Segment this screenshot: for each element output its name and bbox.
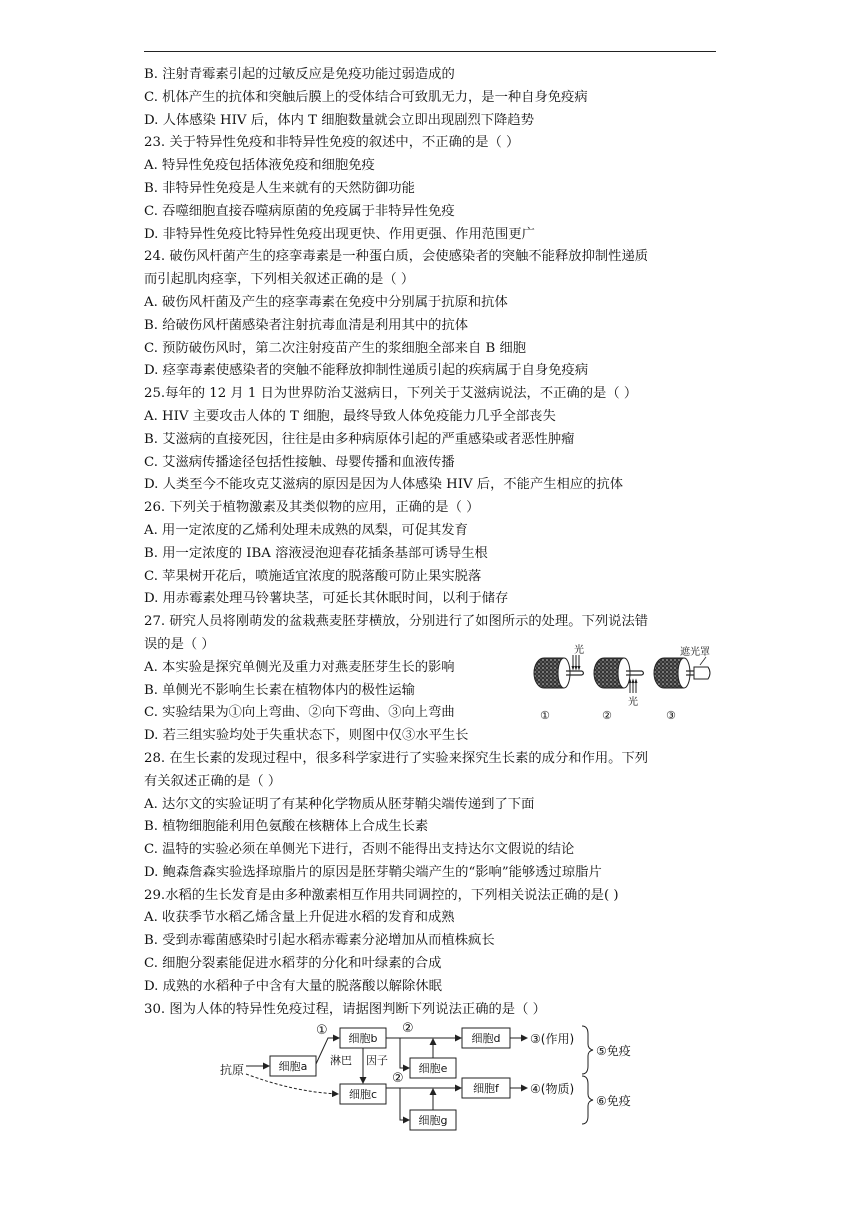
text-line: B. 艾滋病的直接死因，往往是由多种病原体引起的严重感染或者恶性肿瘤 bbox=[144, 431, 575, 447]
text-line: 30. 图为人体的特异性免疫过程，请据图判断下列说法正确的是（ ） bbox=[144, 1001, 546, 1017]
light-label-2: 光 bbox=[628, 697, 638, 708]
text-line: D. 鲍森詹森实验选择琼脂片的原因是胚芽鞘尖端产生的“影响”能够透过琼脂片 bbox=[144, 864, 602, 880]
text-line: C. 机体产生的抗体和突触后膜上的受体结合可致肌无力，是一种自身免疫病 bbox=[144, 89, 588, 105]
immunity-6-label: ⑥免疫 bbox=[596, 1094, 631, 1108]
text-line: C. 艾滋病传播途径包括性接触、母婴传播和血液传播 bbox=[144, 454, 455, 470]
text-line: D. 若三组实验均处于失重状态下，则图中仅③水平生长 bbox=[144, 728, 469, 744]
text-line: C. 实验结果为①向上弯曲、②向下弯曲、③向上弯曲 bbox=[144, 705, 455, 721]
text-line: D. 痉挛毒素使感染者的突触不能释放抑制性递质引起的疾病属于自身免疫病 bbox=[144, 363, 589, 379]
cell-g-label: 细胞g bbox=[418, 1114, 448, 1127]
text-line: 25.每年的 12 月 1 日为世界防治艾滋病日，下列关于艾滋病说法，不正确的是（ ） bbox=[144, 386, 638, 402]
text-line: 27. 研究人员将刚萌发的盆栽燕麦胚芽横放，分别进行了如图所示的处理。下列说法错 bbox=[144, 614, 649, 630]
light-label-1: 光 bbox=[574, 645, 584, 656]
cell-e-label: 细胞e bbox=[418, 1062, 448, 1075]
cover-label: 遮光罩 bbox=[680, 647, 710, 658]
step-2-bottom-label: ② bbox=[392, 1071, 404, 1086]
text-line: 有关叙述正确的是（ ） bbox=[144, 773, 282, 789]
text-line: B. 注射青霉素引起的过敏反应是免疫功能过弱造成的 bbox=[144, 67, 455, 82]
text-line: A. 用一定浓度的乙烯利处理未成熟的凤梨，可促其发育 bbox=[144, 522, 468, 538]
oat-seedling-figure bbox=[530, 643, 730, 725]
text-line: B. 单侧光不影响生长素在植物体内的极性运输 bbox=[144, 682, 415, 698]
text-line: D. 用赤霉素处理马铃薯块茎，可延长其休眠时间，以利于储存 bbox=[144, 591, 509, 607]
text-line: 24. 破伤风杆菌产生的痉挛毒素是一种蛋白质，会使感染者的突触不能释放抑制性递质 bbox=[144, 249, 649, 265]
light-arrows-1 bbox=[572, 655, 580, 669]
text-line: D. 成熟的水稻种子中含有大量的脱落酸以解除休眠 bbox=[144, 978, 442, 994]
text-line: B. 植物细胞能利用色氨酸在核糖体上合成生长素 bbox=[144, 819, 429, 835]
immunity-5-label: ⑤免疫 bbox=[596, 1044, 631, 1058]
text-line: 26. 下列关于植物激素及其类似物的应用，正确的是（ ） bbox=[144, 500, 480, 516]
text-line: A. 破伤风杆菌及产生的痉挛毒素在免疫中分别属于抗原和抗体 bbox=[144, 294, 508, 310]
text-line: D. 人类至今不能攻克艾滋病的原因是因为人体感染 HIV 后，不能产生相应的抗体 bbox=[144, 477, 624, 493]
cell-a-label: 细胞a bbox=[278, 1060, 308, 1073]
text-line: A. 特异性免疫包括体液免疫和细胞免疫 bbox=[144, 158, 375, 174]
text-line: A. 达尔文的实验证明了有某种化学物质从胚芽鞘尖端传递到了下面 bbox=[144, 796, 535, 812]
effect-3-label: ③(作用) bbox=[530, 1032, 575, 1046]
question-text bbox=[144, 64, 724, 1021]
light-arrows-2 bbox=[629, 680, 637, 693]
text-line: B. 非特异性免疫是人生来就有的天然防御功能 bbox=[144, 180, 415, 196]
antigen-label: 抗原 bbox=[220, 1063, 245, 1077]
text-line: A. 本实验是探究单侧光及重力对燕麦胚芽生长的影响 bbox=[144, 659, 455, 675]
text-line: 误的是（ ） bbox=[144, 636, 215, 652]
text-line: C. 细胞分裂素能促进水稻芽的分化和叶绿素的合成 bbox=[144, 956, 442, 972]
text-line: D. 人体感染 HIV 后，体内 T 细胞数量就会立即出现剧烈下降趋势 bbox=[144, 112, 534, 128]
cell-b-label: 细胞b bbox=[348, 1032, 378, 1045]
text-line: B. 给破伤风杆菌感染者注射抗毒血清是利用其中的抗体 bbox=[144, 317, 469, 333]
immunity-flow-diagram bbox=[214, 1018, 654, 1140]
text-line: C. 预防破伤风时，第二次注射疫苗产生的浆细胞全部来自 B 细胞 bbox=[144, 340, 527, 356]
text-line: B. 用一定浓度的 IBA 溶液浸泡迎春花插条基部可诱导生根 bbox=[144, 545, 488, 561]
text-line: A. HIV 主要攻击人体的 T 细胞，最终导致人体免疫能力几乎全部丧失 bbox=[144, 408, 556, 424]
cell-d-label: 细胞d bbox=[471, 1032, 501, 1045]
step-2-top-label: ② bbox=[402, 1021, 414, 1036]
text-line: C. 温特的实验必须在单侧光下进行，否则不能得出支持达尔文假说的结论 bbox=[144, 842, 575, 858]
text-line: 29.水稻的生长发育是由多种激素相互作用共同调控的，下列相关说法正确的是( ) bbox=[144, 887, 619, 903]
pot-number-1: ① bbox=[540, 709, 550, 722]
factor-label: 因子 bbox=[366, 1054, 388, 1067]
cell-f-label: 细胞f bbox=[473, 1082, 499, 1095]
pot-3 bbox=[654, 657, 710, 688]
text-line: D. 非特异性免疫比特异性免疫出现更快、作用更强、作用范围更广 bbox=[144, 226, 535, 242]
substance-4-label: ④(物质) bbox=[530, 1082, 575, 1096]
step-1-label: ① bbox=[316, 1023, 328, 1038]
text-line: 而引起肌肉痉挛，下列相关叙述正确的是（ ） bbox=[144, 272, 415, 288]
text-line: C. 苹果树开花后，喷施适宜浓度的脱落酸可防止果实脱落 bbox=[144, 568, 482, 584]
cell-c-label: 细胞c bbox=[348, 1088, 378, 1101]
lymph-label: 淋巴 bbox=[330, 1054, 352, 1067]
pot-number-2: ② bbox=[602, 709, 612, 722]
header-rule bbox=[144, 51, 716, 52]
brace-top bbox=[582, 1026, 593, 1074]
text-line: 23. 关于特异性免疫和非特异性免疫的叙述中，不正确的是（ ） bbox=[144, 135, 520, 151]
text-line: B. 受到赤霉菌感染时引起水稻赤霉素分泌增加从而植株疯长 bbox=[144, 933, 495, 949]
brace-bottom bbox=[582, 1076, 593, 1124]
text-line: A. 收获季节水稻乙烯含量上升促进水稻的发育和成熟 bbox=[144, 910, 455, 926]
text-line: 28. 在生长素的发现过程中，很多科学家进行了实验来探究生长素的成分和作用。下列 bbox=[144, 750, 649, 766]
text-line: C. 吞噬细胞直接吞噬病原菌的免疫属于非特异性免疫 bbox=[144, 203, 455, 219]
pot-number-3: ③ bbox=[666, 709, 676, 722]
